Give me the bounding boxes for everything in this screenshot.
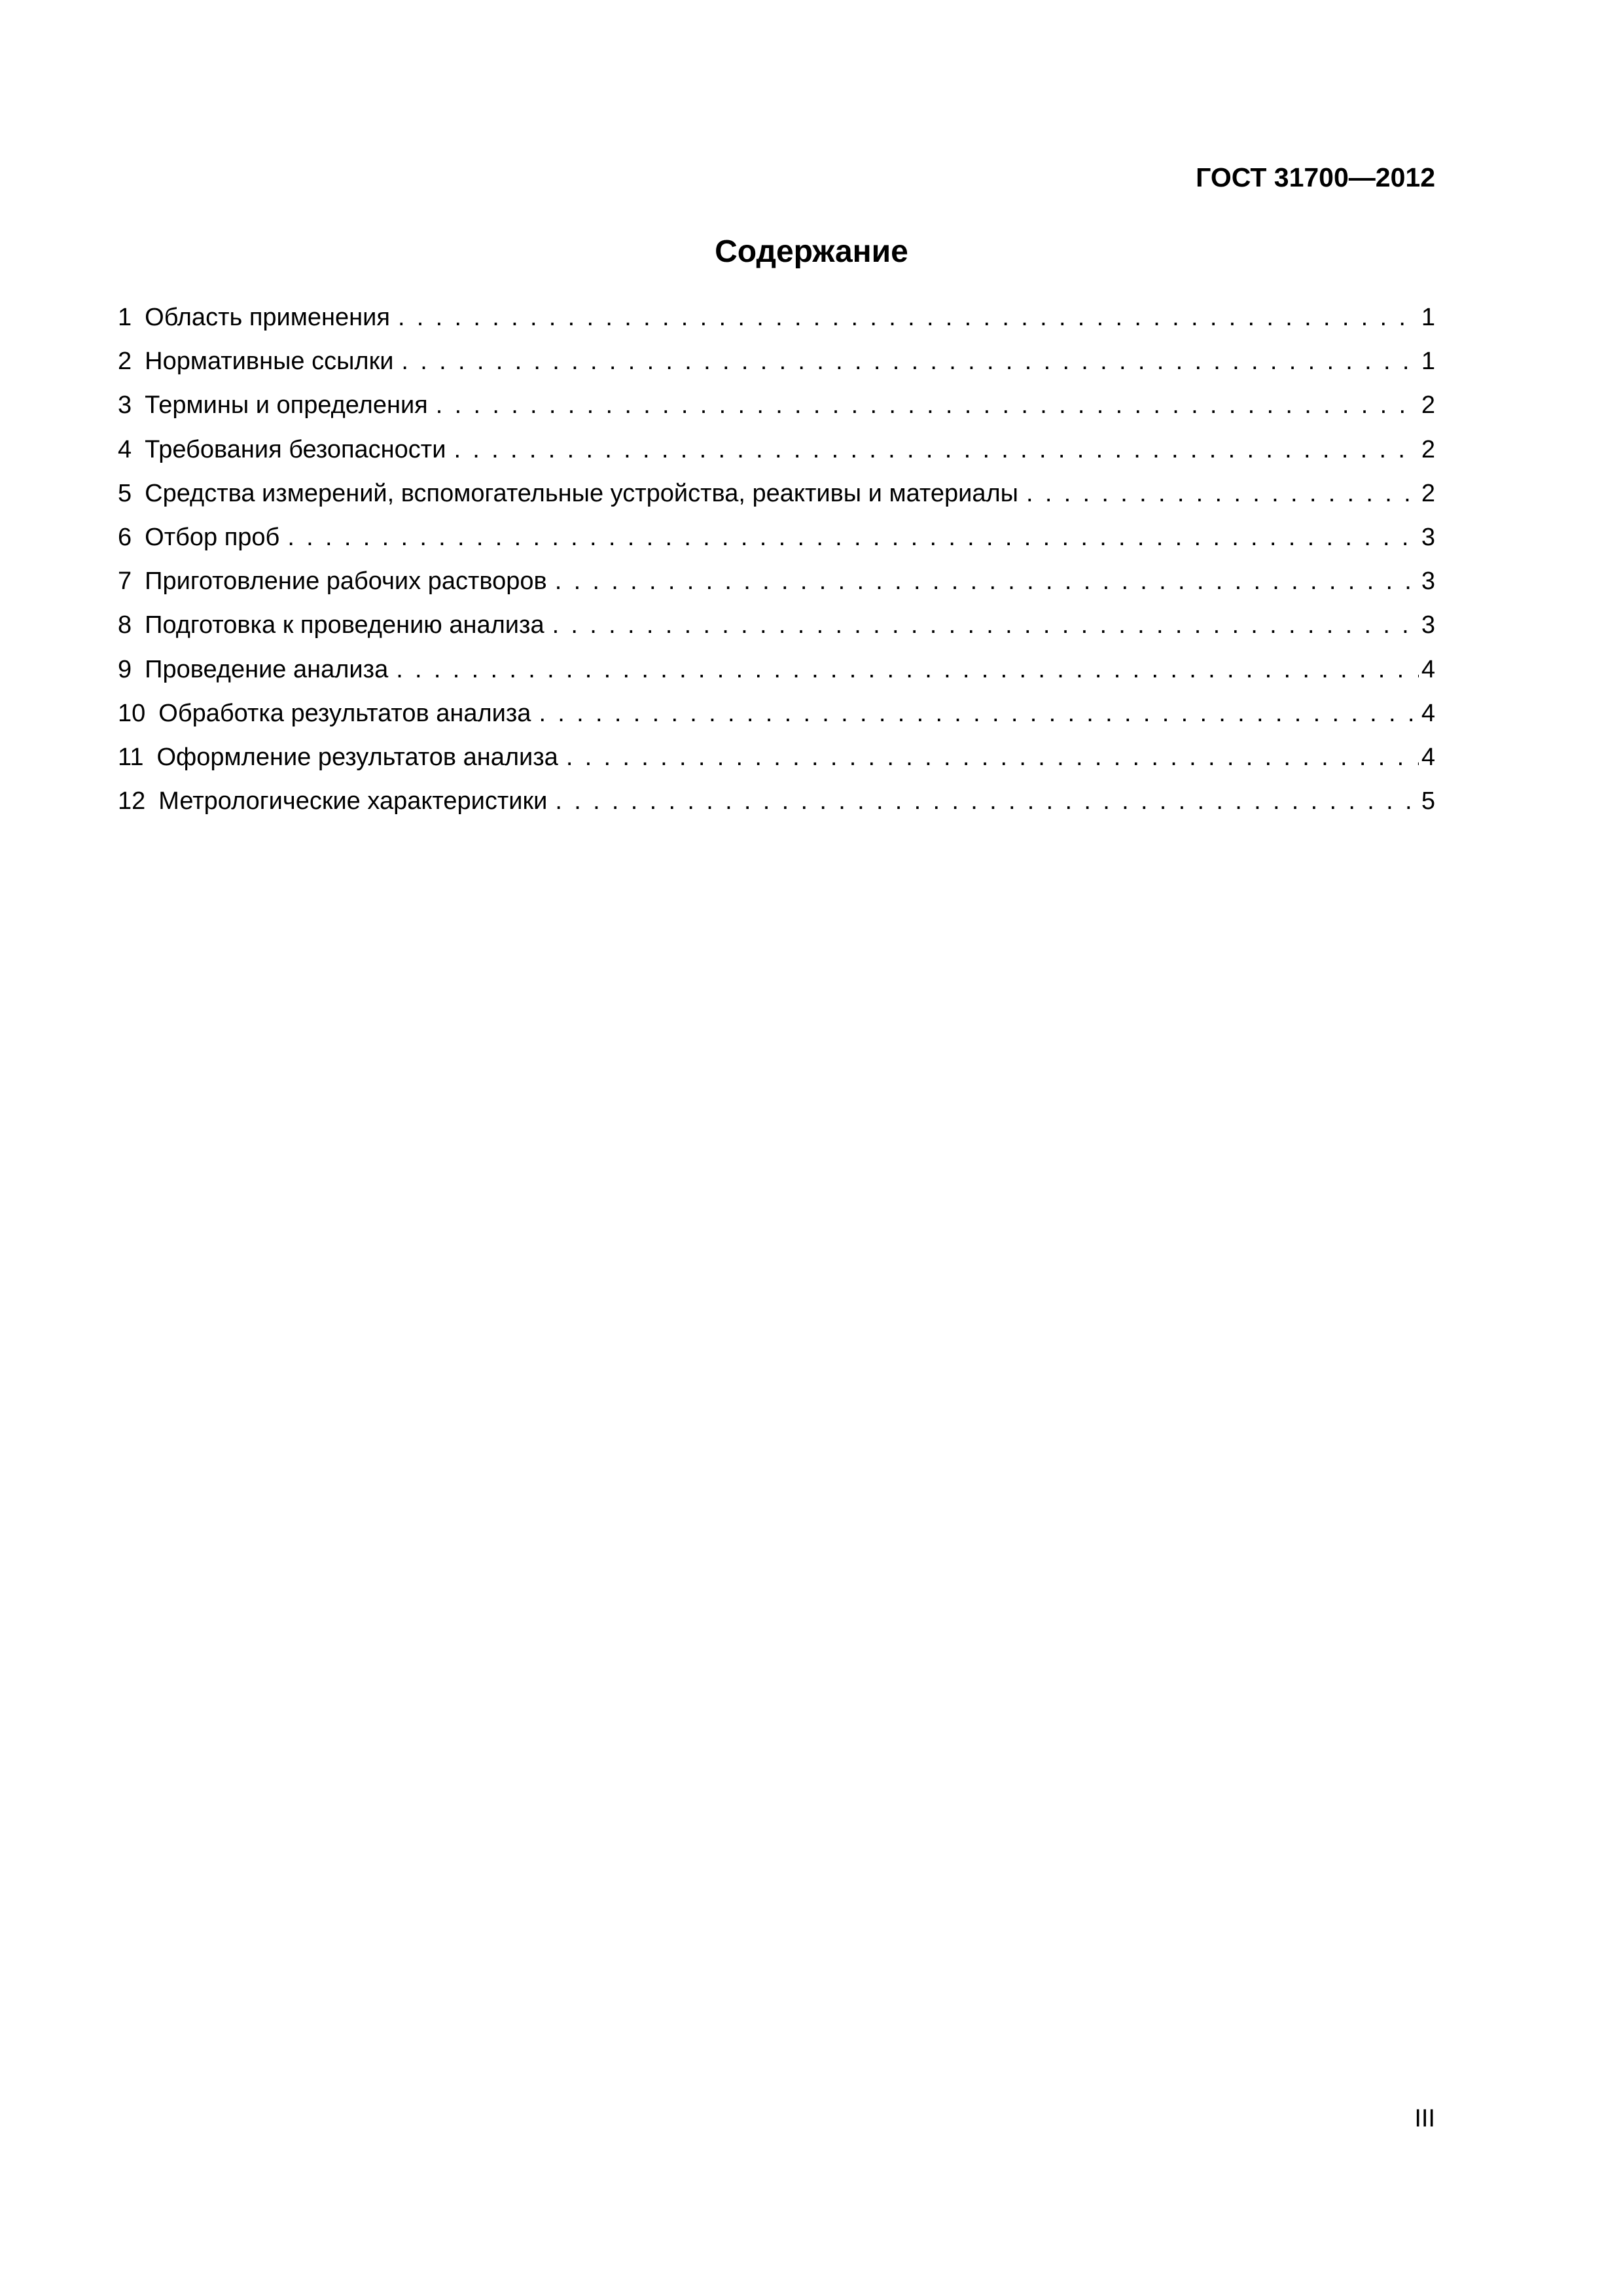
- toc-entry-title: Обработка результатов анализа: [158, 699, 531, 727]
- toc-entry-title: Область применения: [145, 304, 390, 331]
- toc-entry-page: 4: [1421, 699, 1435, 727]
- table-of-contents: [118, 301, 1435, 829]
- toc-entry-number: 8: [118, 611, 132, 639]
- toc-entry-title: Требования безопасности: [145, 435, 446, 463]
- toc-dot-leader: [436, 389, 1419, 422]
- toc-entry-page: 2: [1421, 391, 1435, 420]
- toc-entry-title: Метрологические характеристики: [158, 787, 548, 816]
- toc-entry-number: 11: [118, 743, 144, 771]
- toc-entry-number: 4: [118, 435, 132, 463]
- toc-dot-leader: [555, 785, 1419, 817]
- toc-dot-leader: [555, 565, 1419, 598]
- toc-entry-number: 2: [118, 348, 132, 376]
- toc-entry-5[interactable]: [118, 477, 1435, 521]
- toc-entry-11[interactable]: [118, 741, 1435, 785]
- toc-entry-10[interactable]: [118, 697, 1435, 741]
- page-number: III: [1414, 2105, 1435, 2132]
- toc-entry-number: 12: [118, 787, 146, 816]
- toc-entry-number: 3: [118, 391, 132, 420]
- toc-entry-page: 4: [1421, 655, 1435, 683]
- toc-dot-leader: [566, 741, 1419, 774]
- toc-entry-number: 5: [118, 479, 132, 507]
- toc-entry-2[interactable]: [118, 345, 1435, 389]
- toc-dot-leader: [398, 301, 1419, 334]
- toc-entry-page: 3: [1421, 611, 1435, 639]
- toc-entry-title: Приготовление рабочих растворов: [145, 567, 547, 596]
- toc-entry-title: Оформление результатов анализа: [156, 743, 558, 771]
- toc-entry-title: Отбор проб: [145, 523, 280, 551]
- toc-entry-3[interactable]: [118, 389, 1435, 433]
- toc-dot-leader: [454, 433, 1418, 466]
- toc-entry-number: 10: [118, 699, 146, 727]
- toc-entry-number: 7: [118, 567, 132, 596]
- toc-dot-leader: [552, 609, 1419, 641]
- toc-entry-title: Подготовка к проведению анализа: [145, 611, 544, 639]
- toc-entry-6[interactable]: [118, 521, 1435, 565]
- toc-entry-number: 6: [118, 523, 132, 551]
- toc-entry-page: 1: [1421, 304, 1435, 331]
- toc-entry-1[interactable]: [118, 301, 1435, 345]
- toc-entry-7[interactable]: [118, 565, 1435, 609]
- toc-entry-page: 4: [1421, 743, 1435, 771]
- toc-entry-page: 3: [1421, 523, 1435, 551]
- toc-entry-title: Термины и определения: [145, 391, 428, 420]
- toc-dot-leader: [287, 521, 1419, 554]
- toc-entry-page: 5: [1421, 787, 1435, 816]
- toc-entry-12[interactable]: [118, 785, 1435, 829]
- toc-entry-page: 1: [1421, 348, 1435, 376]
- toc-entry-title: Средства измерений, вспомогательные устройства, реактивы и материалы: [145, 479, 1018, 507]
- toc-dot-leader: [396, 653, 1419, 686]
- toc-entry-number: 1: [118, 304, 132, 331]
- toc-entry-number: 9: [118, 655, 132, 683]
- toc-entry-4[interactable]: [118, 433, 1435, 477]
- toc-entry-9[interactable]: [118, 653, 1435, 697]
- toc-entry-title: Проведение анализа: [145, 655, 389, 683]
- toc-dot-leader: [539, 697, 1418, 730]
- document-id: ГОСТ 31700—2012: [1196, 162, 1435, 192]
- toc-entry-page: 2: [1421, 479, 1435, 507]
- toc-entry-8[interactable]: [118, 609, 1435, 653]
- toc-entry-title: Нормативные ссылки: [145, 348, 394, 376]
- toc-entry-page: 2: [1421, 435, 1435, 463]
- toc-entry-page: 3: [1421, 567, 1435, 596]
- toc-dot-leader: [1026, 477, 1419, 510]
- toc-dot-leader: [401, 345, 1418, 378]
- toc-title: Содержание: [715, 234, 908, 269]
